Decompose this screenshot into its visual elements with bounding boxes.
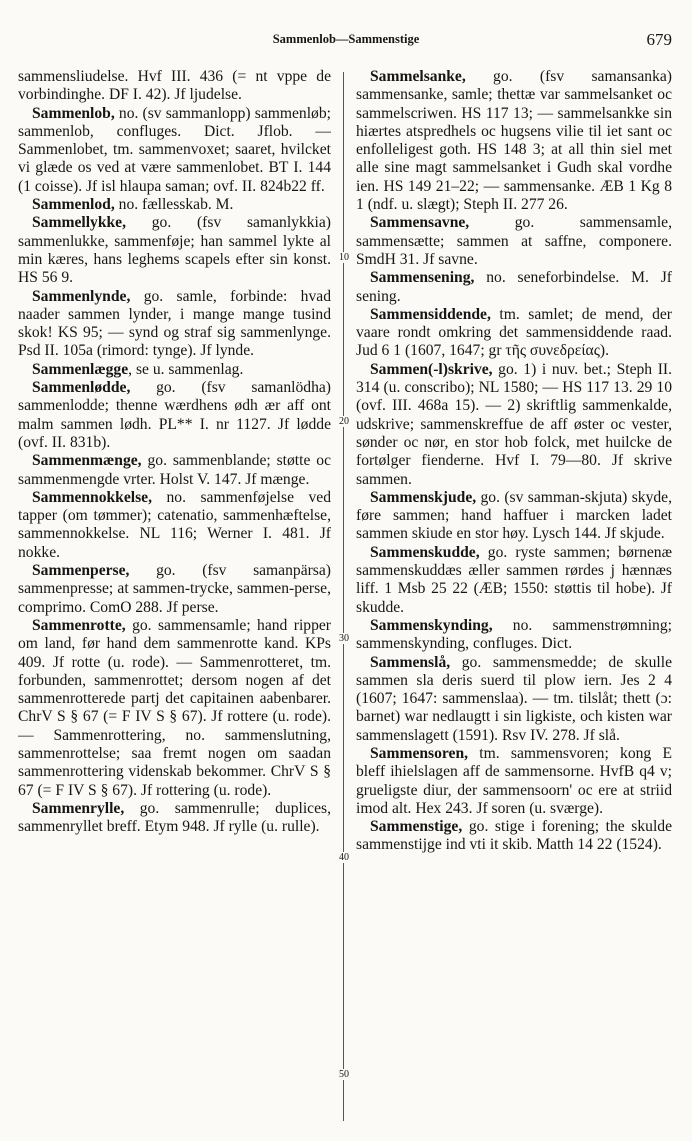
entry-text: go. (fsv samanpärsa) sammenpresse; at sammen-trycke, sammen-perse, comprimo. ComO 288. Jf perse. <box>18 562 331 616</box>
line-number: 30 <box>339 633 349 644</box>
page-number: 679 <box>646 30 672 49</box>
entry-headword: Sammelsanke, <box>370 68 466 85</box>
page-header <box>0 30 692 54</box>
entry-headword: Sammellykke, <box>32 214 126 232</box>
dictionary-entry <box>18 379 331 452</box>
entry-headword: Sammensoren, <box>370 744 469 762</box>
entry-text: no. fællesskab. M. <box>114 196 234 214</box>
entry-headword: Sammensavne, <box>370 214 470 232</box>
dictionary-entry <box>356 654 672 745</box>
entry-headword: Sammenskjude, <box>370 488 477 506</box>
entry-headword: Sammensiddende, <box>370 305 491 323</box>
entry-headword: Sammenmænge, <box>32 452 142 470</box>
entry-headword: Sammenskudde, <box>370 543 480 561</box>
dictionary-entry <box>18 361 331 379</box>
entry-text: , se u. sammenlag. <box>128 360 244 378</box>
line-number: 50 <box>339 1069 349 1080</box>
entry-headword: Sammenlægge <box>32 360 129 378</box>
entry-headword: Sammenskynding, <box>370 616 493 634</box>
entry-text: tm. samlet; de mend, der vaare rondt omkring det sammensiddende raad. Jud 6 1 (1607, 1647; gr τῆς συνεδρείας). <box>356 305 672 360</box>
entry-text: no. sammenstrømning; sammenskynding, confluges. Dict. <box>356 616 672 653</box>
entry-headword: Sammennokkelse, <box>32 488 152 506</box>
entry-text: go. (fsv samansanka) sammensanke, samle; thettæ var sammelsanket oc sammelscriwen. HS 117 13; — sammelsankke sin hiærtes atspredhels oc hugsens vilie til iet sant oc enfolleligest goth. HS 148 3; at all thin siel met alle sine magt sammelsanket i Gudh skal vordhe ien. HS 149 21–22; — sammensanke. ÆB 1 Kg 8 1 (ndf. u. slægt); Steph II. 277 26. <box>356 68 672 214</box>
dictionary-entry <box>356 489 672 544</box>
dictionary-entry <box>18 452 331 489</box>
entry-headword: Sammenslå, <box>370 653 451 671</box>
dictionary-entry <box>18 800 331 837</box>
line-number: 10 <box>339 252 349 263</box>
entry-headword: Sammenlødde, <box>32 379 131 397</box>
dictionary-entry <box>18 288 331 361</box>
entry-headword: Sammenlod, <box>32 196 115 214</box>
dictionary-entry <box>356 306 672 361</box>
entry-text: go. 1) i nuv. bet.; Steph II. 314 (u. conscribo); NL 1580; — HS 117 13. 29 10 (ovf. III. 468a 15). — 2) skriftlig sammenkalde, udskrive; sammenskreffue de aff øster oc vester, sønder oc nør, en stor hob folck, met huilcke de fortølger fienderne. Hvf I. 79—80. Jf skrive sammen. <box>356 360 672 488</box>
entry-text: go. sammenrulle; duplices, sammenryllet breff. Etym 948. Jf rylle (u. rulle). <box>18 799 331 836</box>
dictionary-entry <box>18 489 331 562</box>
running-head: Sammenlob—Sammenstige <box>272 32 420 46</box>
entry-text: go. (sv samman-skjuta) skyde, føre sammen; hand haffuer i marcken ladet sammen skiude en stor høy. Lysch 144. Jf skjude. <box>356 488 672 543</box>
entry-text: go. sammensamle, sammensætte; sammen at saffne, componere. SmdH 31. Jf savne. <box>356 214 672 268</box>
dictionary-entry <box>18 617 331 800</box>
dictionary-entry <box>18 214 331 287</box>
entry-text: no. seneforbindelse. M. Jf sening. <box>356 269 672 305</box>
entry-text: go. (fsv samanlödha) sammenlodde; thenne wærdhens ødh ær aff ont malm sammen lødh. PL** I. nr 1127. Jf lødde (ovf. II. 831b). <box>18 379 331 451</box>
dictionary-entry <box>18 562 331 617</box>
entry-text: go. sammensamle; hand ripper om land, før hand dem sammenrotte kand. KPs 409. Jf rotte (u. rode). — Sammenrotteret, tm. forbunden, sammenrottet; dersom nogen af det sammenrotterede partj det capitainen aabenbarer. ChrV S § 67 (= F IV S § 67). Jf rottere (u. rode). — Sammenrottering, no. sammenslutning, sammenrottelse; saa fremt nogen om saadan sammenrottering videnskab bekommer. ChrV S § 67 (= F IV S § 67). Jf rottering (u. rode). <box>18 616 331 799</box>
dictionary-entry <box>356 269 672 306</box>
entry-text: go. sammenblande; støtte oc sammenmengde vrter. Holst V. 147. Jf mænge. <box>18 452 331 488</box>
dictionary-entry <box>356 745 672 818</box>
entry-headword: Sammenrylle, <box>32 799 125 817</box>
dictionary-entry <box>356 361 672 489</box>
entry-headword: Sammenrotte, <box>32 616 126 634</box>
dictionary-entry <box>356 818 672 855</box>
entry-headword: Sammenstige, <box>370 818 463 836</box>
dictionary-entry <box>18 105 331 196</box>
entry-headword: Sammenlob, <box>32 104 115 122</box>
dictionary-entry <box>356 617 672 654</box>
line-number: 20 <box>339 416 349 427</box>
entry-text: sammensliudelse. Hvf III. 436 (= nt vppe de vorbindinghe. DF I. 42). Jf ljudelse. <box>18 68 331 104</box>
dictionary-entry <box>356 214 672 269</box>
entry-headword: Sammenperse, <box>32 562 130 580</box>
right-column <box>356 68 672 1127</box>
dictionary-entry <box>18 196 331 214</box>
entry-text: go. (fsv samanlykkia) sammenlukke, sammenføje; han sammel lykte al min kæres, hans leghems scapels efter sin konst. HS 56 9. <box>18 214 331 287</box>
dictionary-entry <box>356 68 672 214</box>
left-column <box>18 68 331 1127</box>
entry-text: go. stige i forening; the skulde sammenstijge ind vti it skib. Matth 14 22 (1524). <box>356 818 672 854</box>
entry-text: go. samle, forbinde: hvad naader sammen lynder, i mange mange tusind skok! KS 95; — synd og straf sig sammenlynge. Psd II. 105a (rimord: tynge). Jf lynde. <box>18 287 331 360</box>
entry-headword: Sammenlynde, <box>32 287 131 305</box>
entry-text: no. sammenføjelse ved tapper (om tømmer); catenatio, sammenhæftelse, sammennokkelse. NL 116; Werner I. 481. Jf nokke. <box>18 488 331 561</box>
entry-headword: Sammensening, <box>370 269 475 287</box>
column-divider <box>343 72 344 1121</box>
dictionary-entry <box>356 544 672 617</box>
dictionary-entry <box>18 68 331 105</box>
line-number: 40 <box>339 852 349 863</box>
entry-headword: Sammen(-l)skrive, <box>370 360 493 378</box>
entry-text: go. sammensmedde; de skulle sammen sla deris suerd til plow iern. Jes 2 4 (1607; 1647: sammenslaa). — tm. tilslåt; thett (ɔ: barnet) war nedlaugtt i sin ligkiste, och kisten war sammenslagett (1591). Rsv IV. 278. Jf slå. <box>356 653 672 744</box>
entry-text: go. ryste sammen; børnenæ sammenskuddæs æller sammen rørdes j hænnæs liff. 1 Msb 25 22 (ÆB; 1550: støttis til hobe). Jf skudde. <box>356 543 672 616</box>
entry-text: tm. sammensvoren; kong E bleff ihielslagen aff de sammensorne. HvfB q4 v; grueligste diur, der sammensoorn' oc ere at striid imod alt. Hex 243. Jf soren (u. sværge). <box>356 744 672 817</box>
entry-text: no. (sv sammanlopp) sammenløb; sammenlob, confluges. Dict. Jflob. — Sammenlobet, tm. sammenvoxet; saaret, hvilcket vi glæde os ved at være sammenlobet. BT I. 144 (1 coisse). Jf isl hlaupa saman; ovf. II. 824b22 ff. <box>18 104 331 195</box>
